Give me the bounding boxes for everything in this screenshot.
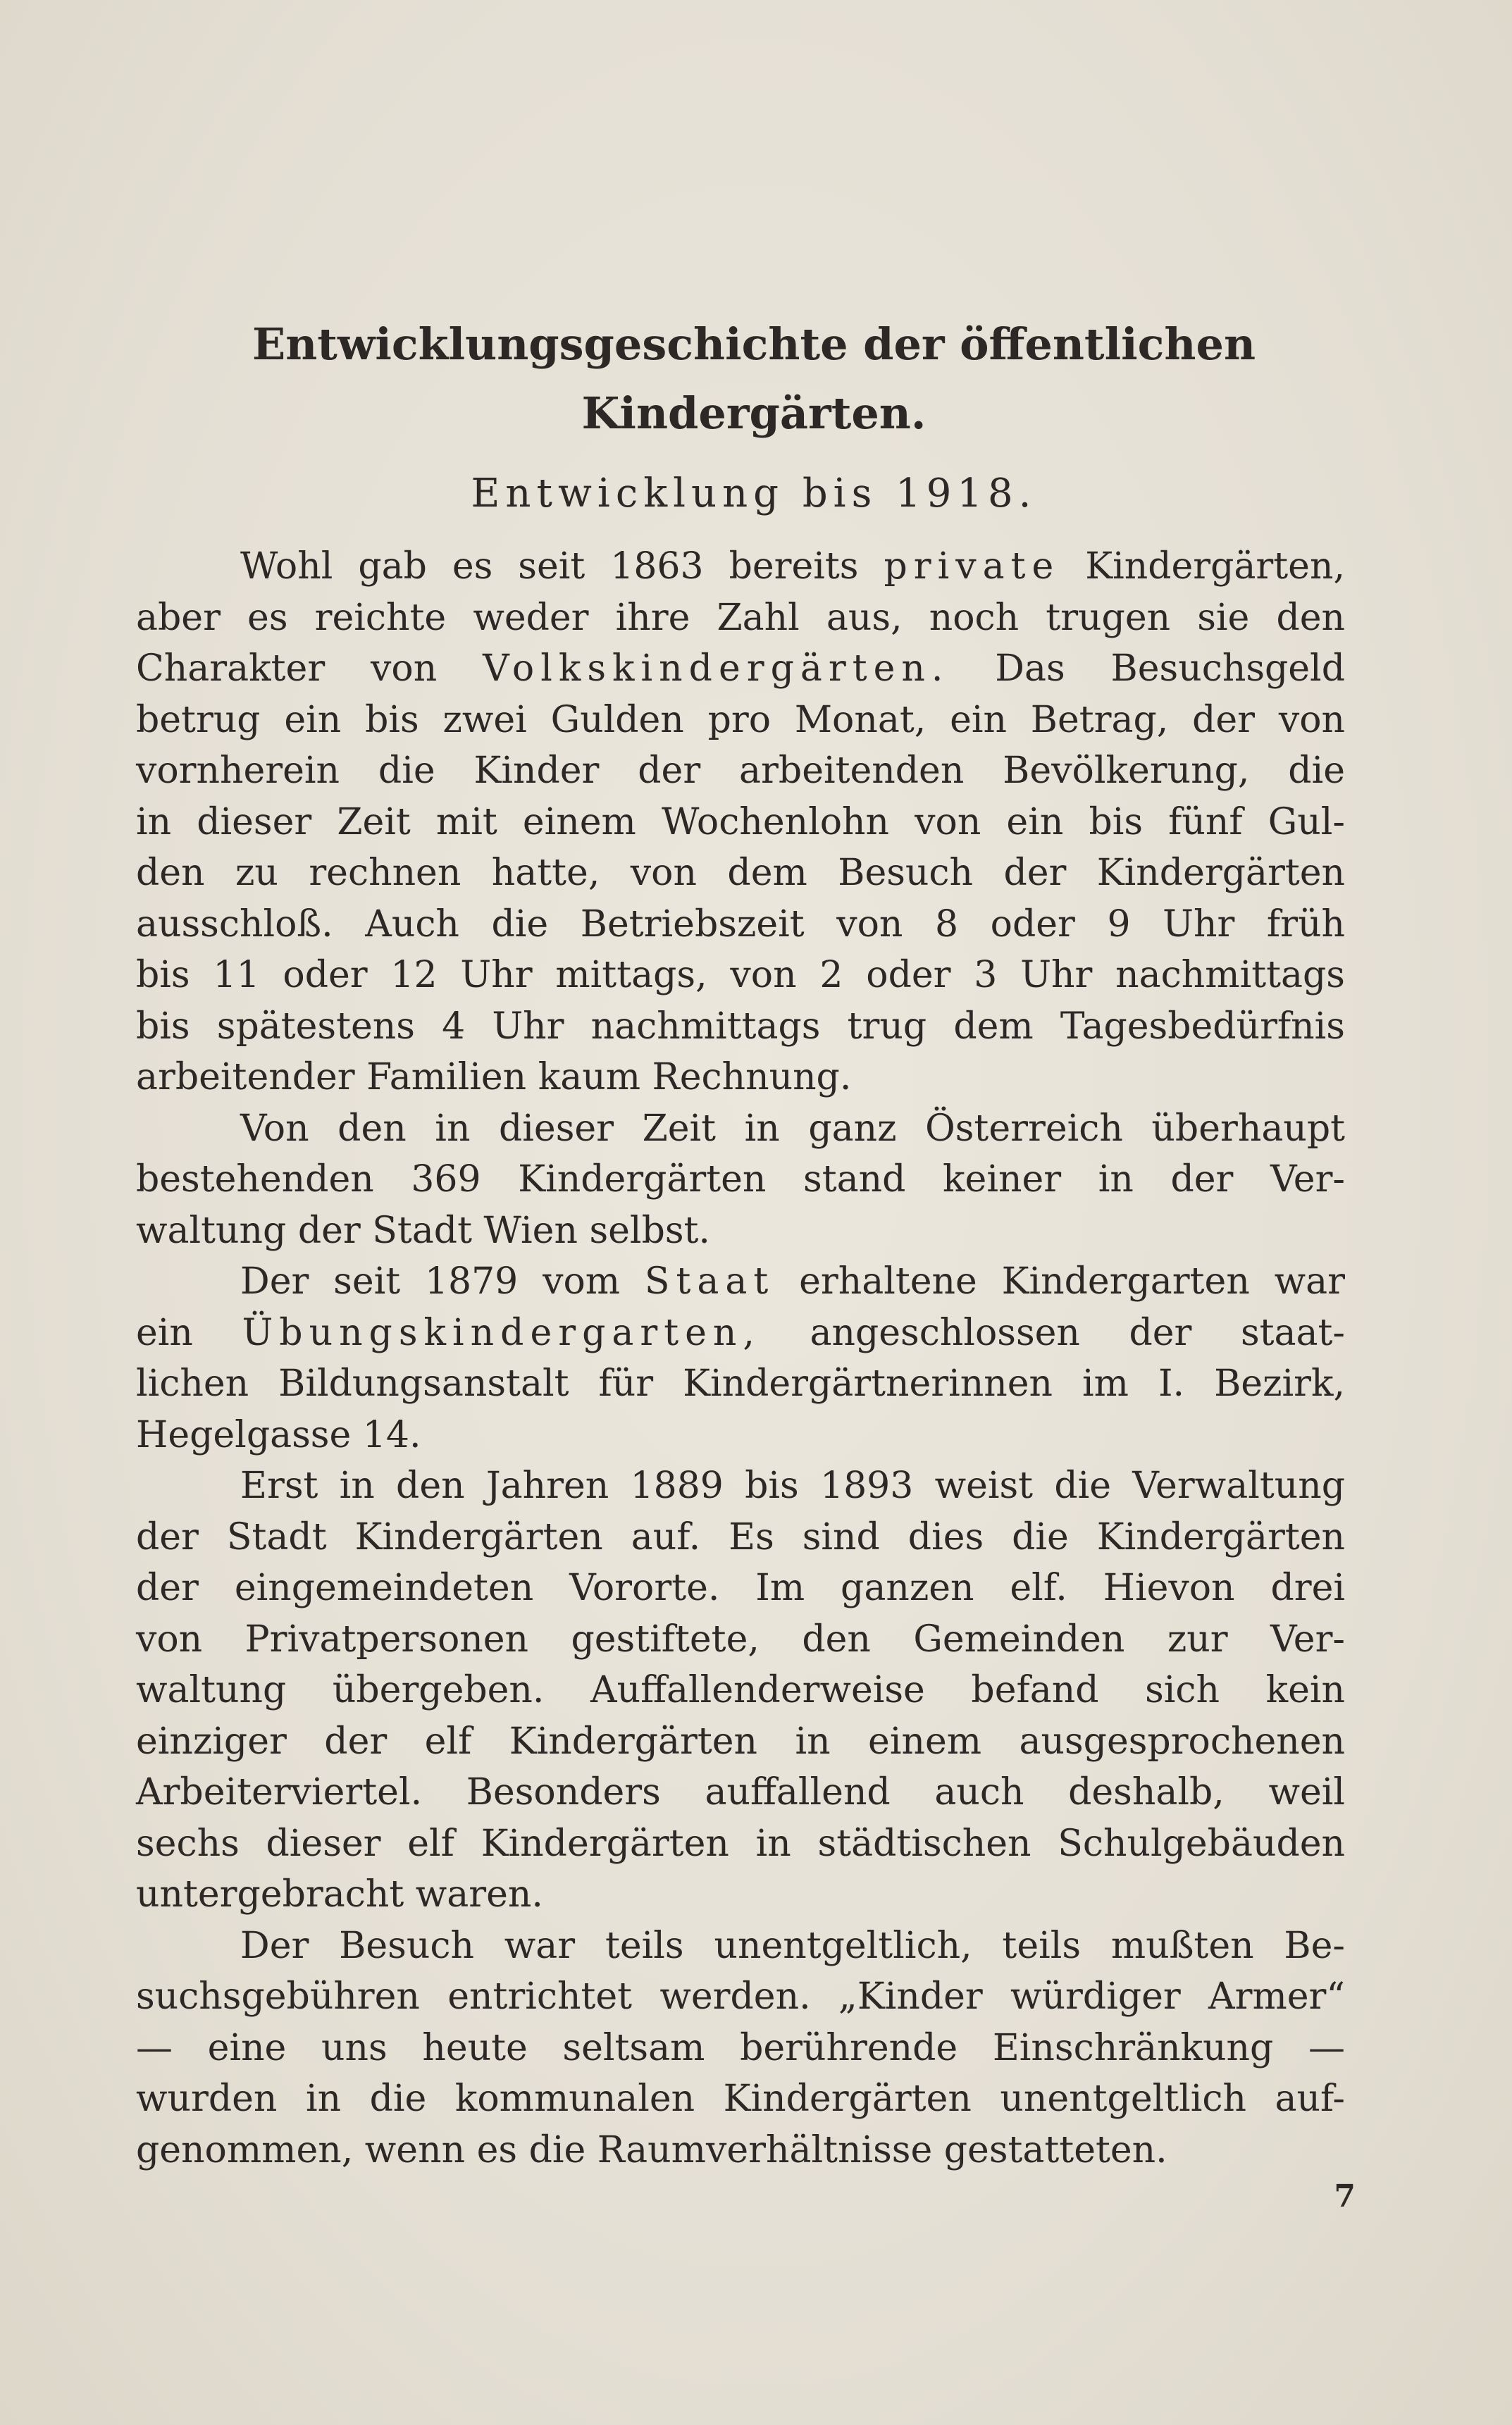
text-line: Arbeiterviertel. Besonders auffallend auch deshalb, weil [136,1771,1345,1813]
text-line: waltung der Stadt Wien selbst. [136,1209,710,1252]
paragraph [136,541,1345,1103]
spaced-emphasis: Volkskindergärten. [483,647,950,690]
paragraph [136,1460,1345,1921]
text-line: Erst in den Jahren 1889 bis 1893 weist die Verwaltung [240,1465,1345,1507]
text-line: bestehenden 369 Kindergärten stand keiner in der Ver- [136,1158,1345,1201]
chapter-title-line-1: Entwicklungsgeschichte der öffentlichen [252,318,1256,370]
section-heading: Entwicklung bis 1918. [471,471,1037,516]
text-line: untergebracht waren. [136,1873,543,1916]
text-line: Charakter von Volkskindergärten. Das Besuchsgeld [136,647,1345,690]
text-line: waltung übergeben. Auffallenderweise befand sich kein [136,1669,1345,1711]
spaced-emphasis: private [884,545,1060,588]
text-line: betrug ein bis zwei Gulden pro Monat, ein Betrag, der von [136,698,1345,741]
paragraph [136,1256,1345,1460]
paragraph [136,1103,1345,1257]
text-line: Der Besuch war teils unentgeltlich, teils mußten Be- [240,1924,1345,1967]
text-line: der eingemeindeten Vororte. Im ganzen elf. Hievon drei [136,1567,1345,1609]
body-text [136,541,1345,2176]
text-line: bis spätestens 4 Uhr nachmittags trug dem Tagesbedürfnis [136,1005,1345,1048]
text-line: genommen, wenn es die Raumverhältnisse gestatteten. [136,2128,1167,2171]
text-line: aber es reichte weder ihre Zahl aus, noch trugen sie den [136,596,1345,639]
spaced-emphasis: Staat [644,1260,775,1303]
text-line: ein Übungskindergarten, angeschlossen der staat- [136,1311,1345,1354]
paragraph [136,1921,1345,2176]
spaced-emphasis: Übungskindergarten, [242,1311,761,1354]
text-line: Von den in dieser Zeit in ganz Österreich überhaupt [240,1107,1345,1150]
text-line: bis 11 oder 12 Uhr mittags, von 2 oder 3 Uhr nachmittags [136,954,1345,996]
text-line: wurden in die kommunalen Kindergärten unentgeltlich auf- [136,2078,1345,2120]
page-number: 7 [1334,2178,1356,2214]
text-line: vornherein die Kinder der arbeitenden Bevölkerung, die [136,750,1345,792]
text-line: ausschloß. Auch die Betriebszeit von 8 oder 9 Uhr früh [136,903,1345,945]
text-line: Der seit 1879 vom Staat erhaltene Kindergarten war [240,1260,1345,1303]
chapter-title-line-2: Kindergärten. [581,387,927,439]
text-line: — eine uns heute seltsam berührende Einschränkung — [136,2026,1345,2069]
text-line: einziger der elf Kindergärten in einem ausgesprochenen [136,1720,1345,1763]
chapter-title [134,310,1374,448]
text-line: der Stadt Kindergärten auf. Es sind dies die Kindergärten [136,1515,1345,1558]
text-line: Wohl gab es seit 1863 bereits private Kindergärten, [240,545,1345,588]
text-line: in dieser Zeit mit einem Wochenlohn von ein bis fünf Gul- [136,800,1345,843]
text-line: Hegelgasse 14. [136,1413,421,1456]
text-line: den zu rechnen hatte, von dem Besuch der Kindergärten [136,852,1345,894]
text-line: arbeitender Familien kaum Rechnung. [136,1056,852,1098]
text-line: suchsgebühren entrichtet werden. „Kinder würdiger Armer“ [136,1976,1345,2018]
text-line: von Privatpersonen gestiftete, den Gemeinden zur Ver- [136,1618,1345,1661]
text-line: sechs dieser elf Kindergärten in städtischen Schulgebäuden [136,1822,1345,1865]
text-line: lichen Bildungsanstalt für Kindergärtnerinnen im I. Bezirk, [136,1363,1345,1405]
